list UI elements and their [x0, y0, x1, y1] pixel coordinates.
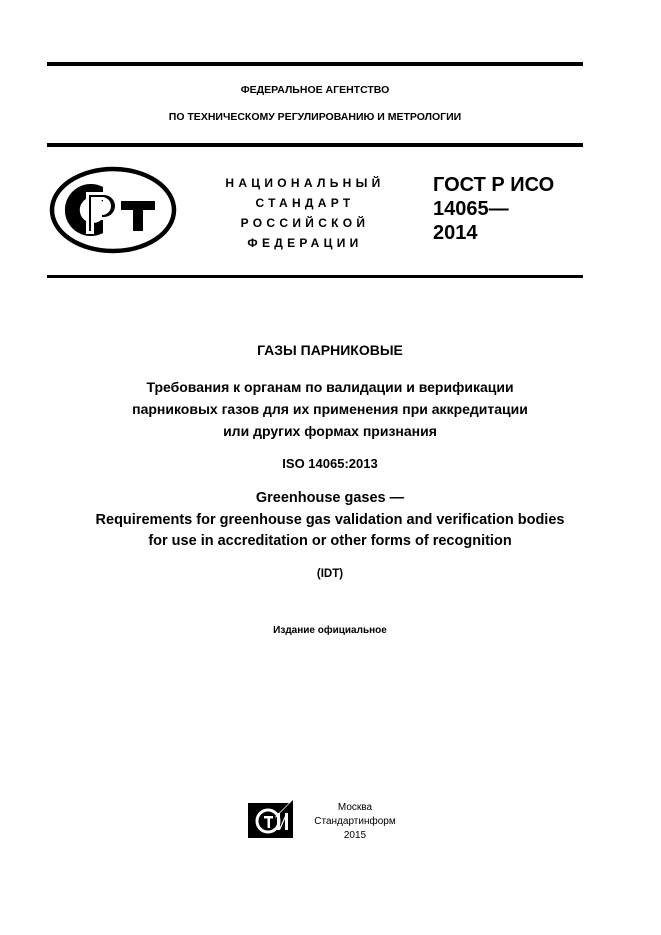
- national-line: ФЕДЕРАЦИИ: [247, 236, 363, 250]
- designation-line: ГОСТ Р ИСО: [433, 174, 555, 196]
- iso-code: ISO 14065:2013: [282, 456, 378, 471]
- edition-label: Издание официальное: [273, 625, 387, 636]
- russian-title: ГАЗЫ ПАРНИКОВЫЕ: [257, 342, 403, 358]
- subtitle-line: или других формах признания: [223, 423, 437, 439]
- english-title: [47, 488, 613, 553]
- designation-line: 2014: [433, 222, 478, 244]
- gost-r-certification-mark-icon: [49, 166, 177, 254]
- middle-rule: [47, 143, 583, 147]
- publisher-info: [300, 801, 410, 843]
- russian-subtitle: [47, 376, 613, 442]
- publisher-year: 2015: [343, 830, 367, 841]
- bottom-rule: [47, 275, 583, 278]
- english-title-line: Greenhouse gases —: [255, 490, 405, 506]
- publisher-city: Москва: [337, 802, 373, 813]
- national-standard-label: [200, 173, 410, 253]
- standartinform-logo-icon: [248, 800, 293, 838]
- agency-line-1: ФЕДЕРАЛЬНОЕ АГЕНТСТВО: [240, 84, 390, 96]
- national-line: СТАНДАРТ: [255, 196, 355, 210]
- standard-designation: [433, 173, 554, 245]
- agency-line-2: ПО ТЕХНИЧЕСКОМУ РЕГУЛИРОВАНИЮ И МЕТРОЛОГИИ: [168, 111, 462, 123]
- english-title-line: for use in accreditation or other forms of recognition: [148, 533, 512, 549]
- english-title-line: Requirements for greenhouse gas validation and verification bodies: [95, 511, 565, 528]
- publisher-name: Стандартинформ: [314, 816, 396, 827]
- subtitle-line: парниковых газов для их применения при аккредитации: [132, 401, 528, 417]
- national-line: РОССИЙСКОЙ: [240, 216, 370, 230]
- idt-label: (IDT): [316, 568, 344, 580]
- designation-line: 14065—: [433, 198, 509, 220]
- subtitle-line: Требования к органам по валидации и верификации: [146, 379, 514, 395]
- top-rule: [47, 62, 583, 66]
- national-line: НАЦИОНАЛЬНЫЙ: [225, 176, 385, 190]
